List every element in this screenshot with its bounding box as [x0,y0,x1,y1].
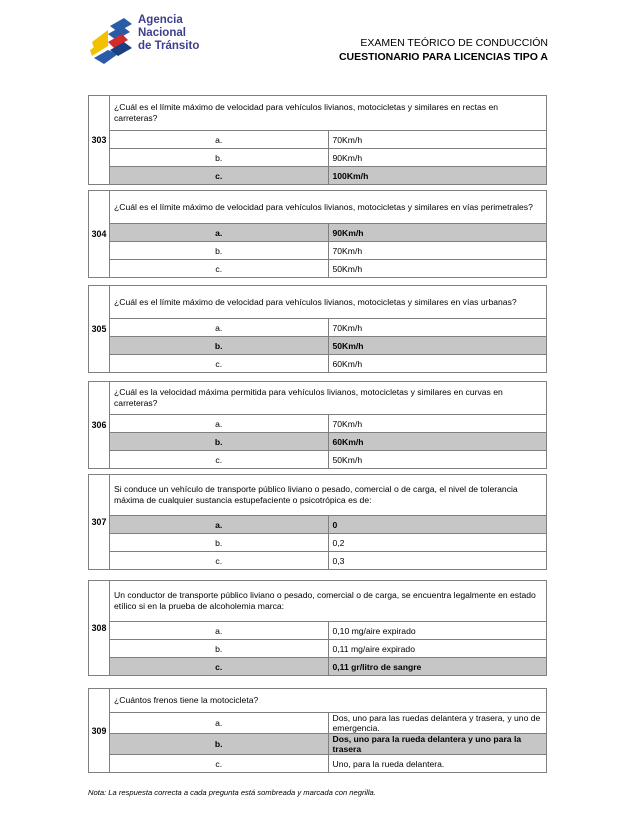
question-row [89,382,547,415]
answer-option-row [89,755,547,773]
question-text: ¿Cuál es el límite máximo de velocidad para vehículos livianos, motocicletas y similares en rectas en carreteras? [110,96,547,131]
question-table [88,580,547,676]
answer-option-row [89,640,547,658]
correct-answer-row [89,734,547,755]
option-text: 60Km/h [328,433,547,451]
answer-option-row [89,415,547,433]
answer-option-row [89,451,547,469]
question-row [89,475,547,516]
correct-answer-row [89,167,547,185]
question-table [88,474,547,570]
question-table [88,688,547,773]
answer-option-row [89,622,547,640]
option-letter: b. [110,149,329,167]
answer-option-row [89,552,547,570]
option-text: 0,11 mg/aire expirado [328,640,547,658]
option-text: 70Km/h [328,319,547,337]
option-letter: a. [110,224,329,242]
answer-option-row [89,260,547,278]
correct-answer-row [89,516,547,534]
question-number: 309 [89,689,110,773]
question-row [89,191,547,224]
option-text: Dos, uno para las ruedas delantera y trasera, y uno de emergencia. [328,713,547,734]
question-number: 307 [89,475,110,570]
option-text: 0,10 mg/aire expirado [328,622,547,640]
option-text: 0,3 [328,552,547,570]
question-text: Si conduce un vehículo de transporte público liviano o pesado, comercial o de carga, el nivel de tolerancia máxima de cualquier sustancia estupefaciente o psicotrópica es de: [110,475,547,516]
option-letter: a. [110,516,329,534]
question-number: 308 [89,581,110,676]
correct-answer-row [89,224,547,242]
answer-option-row [89,319,547,337]
option-letter: c. [110,755,329,773]
option-letter: c. [110,260,329,278]
question-text: ¿Cuál es la velocidad máxima permitida para vehículos livianos, motocicletas y similares en curvas en carreteras? [110,382,547,415]
agency-emblem-icon [88,16,136,68]
option-text: 0 [328,516,547,534]
footer-note: Nota: La respuesta correcta a cada pregunta está sombreada y marcada con negrilla. [88,788,376,797]
option-letter: b. [110,734,329,755]
question-table [88,95,547,185]
option-letter: c. [110,658,329,676]
option-letter: c. [110,167,329,185]
option-text: 70Km/h [328,415,547,433]
question-text: ¿Cuántos frenos tiene la motocicleta? [110,689,547,713]
answer-option-row [89,713,547,734]
question-text: ¿Cuál es el límite máximo de velocidad para vehículos livianos, motocicletas y similares en vías perimetrales? [110,191,547,224]
question-table [88,190,547,278]
option-text: 50Km/h [328,337,547,355]
option-letter: c. [110,451,329,469]
option-text: 0,2 [328,534,547,552]
option-letter: b. [110,534,329,552]
answer-option-row [89,131,547,149]
question-number: 305 [89,286,110,373]
option-letter: a. [110,622,329,640]
option-text: 90Km/h [328,149,547,167]
option-letter: a. [110,131,329,149]
question-number: 306 [89,382,110,469]
option-letter: c. [110,355,329,373]
question-row [89,96,547,131]
question-table [88,381,547,469]
option-letter: a. [110,713,329,734]
answer-option-row [89,355,547,373]
question-text: ¿Cuál es el límite máximo de velocidad para vehículos livianos, motocicletas y similares en vías urbanas? [110,286,547,319]
question-row [89,286,547,319]
question-row [89,581,547,622]
question-table [88,285,547,373]
option-text: 70Km/h [328,131,547,149]
option-text: 60Km/h [328,355,547,373]
option-letter: a. [110,319,329,337]
option-letter: b. [110,242,329,260]
question-number: 304 [89,191,110,278]
answer-option-row [89,242,547,260]
option-text: Uno, para la rueda delantera. [328,755,547,773]
option-text: 100Km/h [328,167,547,185]
option-text: Dos, uno para la rueda delantera y uno para la trasera [328,734,547,755]
exam-subtitle: CUESTIONARIO PARA LICENCIAS TIPO A [338,51,548,63]
agency-name: Agencia Nacional de Tránsito [138,14,200,52]
question-number: 303 [89,96,110,185]
question-text: Un conductor de transporte público liviano o pesado, comercial o de carga, se encuentra legalmente en estado etílico si en la prueba de alcoholemia marca: [110,581,547,622]
option-text: 50Km/h [328,260,547,278]
correct-answer-row [89,337,547,355]
option-text: 90Km/h [328,224,547,242]
option-letter: a. [110,415,329,433]
question-row [89,689,547,713]
option-letter: b. [110,433,329,451]
option-text: 0,11 gr/litro de sangre [328,658,547,676]
option-letter: b. [110,337,329,355]
correct-answer-row [89,658,547,676]
answer-option-row [89,534,547,552]
option-text: 50Km/h [328,451,547,469]
exam-title: EXAMEN TEÓRICO DE CONDUCCIÓN [360,37,548,49]
option-letter: c. [110,552,329,570]
option-text: 70Km/h [328,242,547,260]
option-letter: b. [110,640,329,658]
answer-option-row [89,149,547,167]
document-header [339,37,548,64]
agency-logo [88,10,208,68]
correct-answer-row [89,433,547,451]
